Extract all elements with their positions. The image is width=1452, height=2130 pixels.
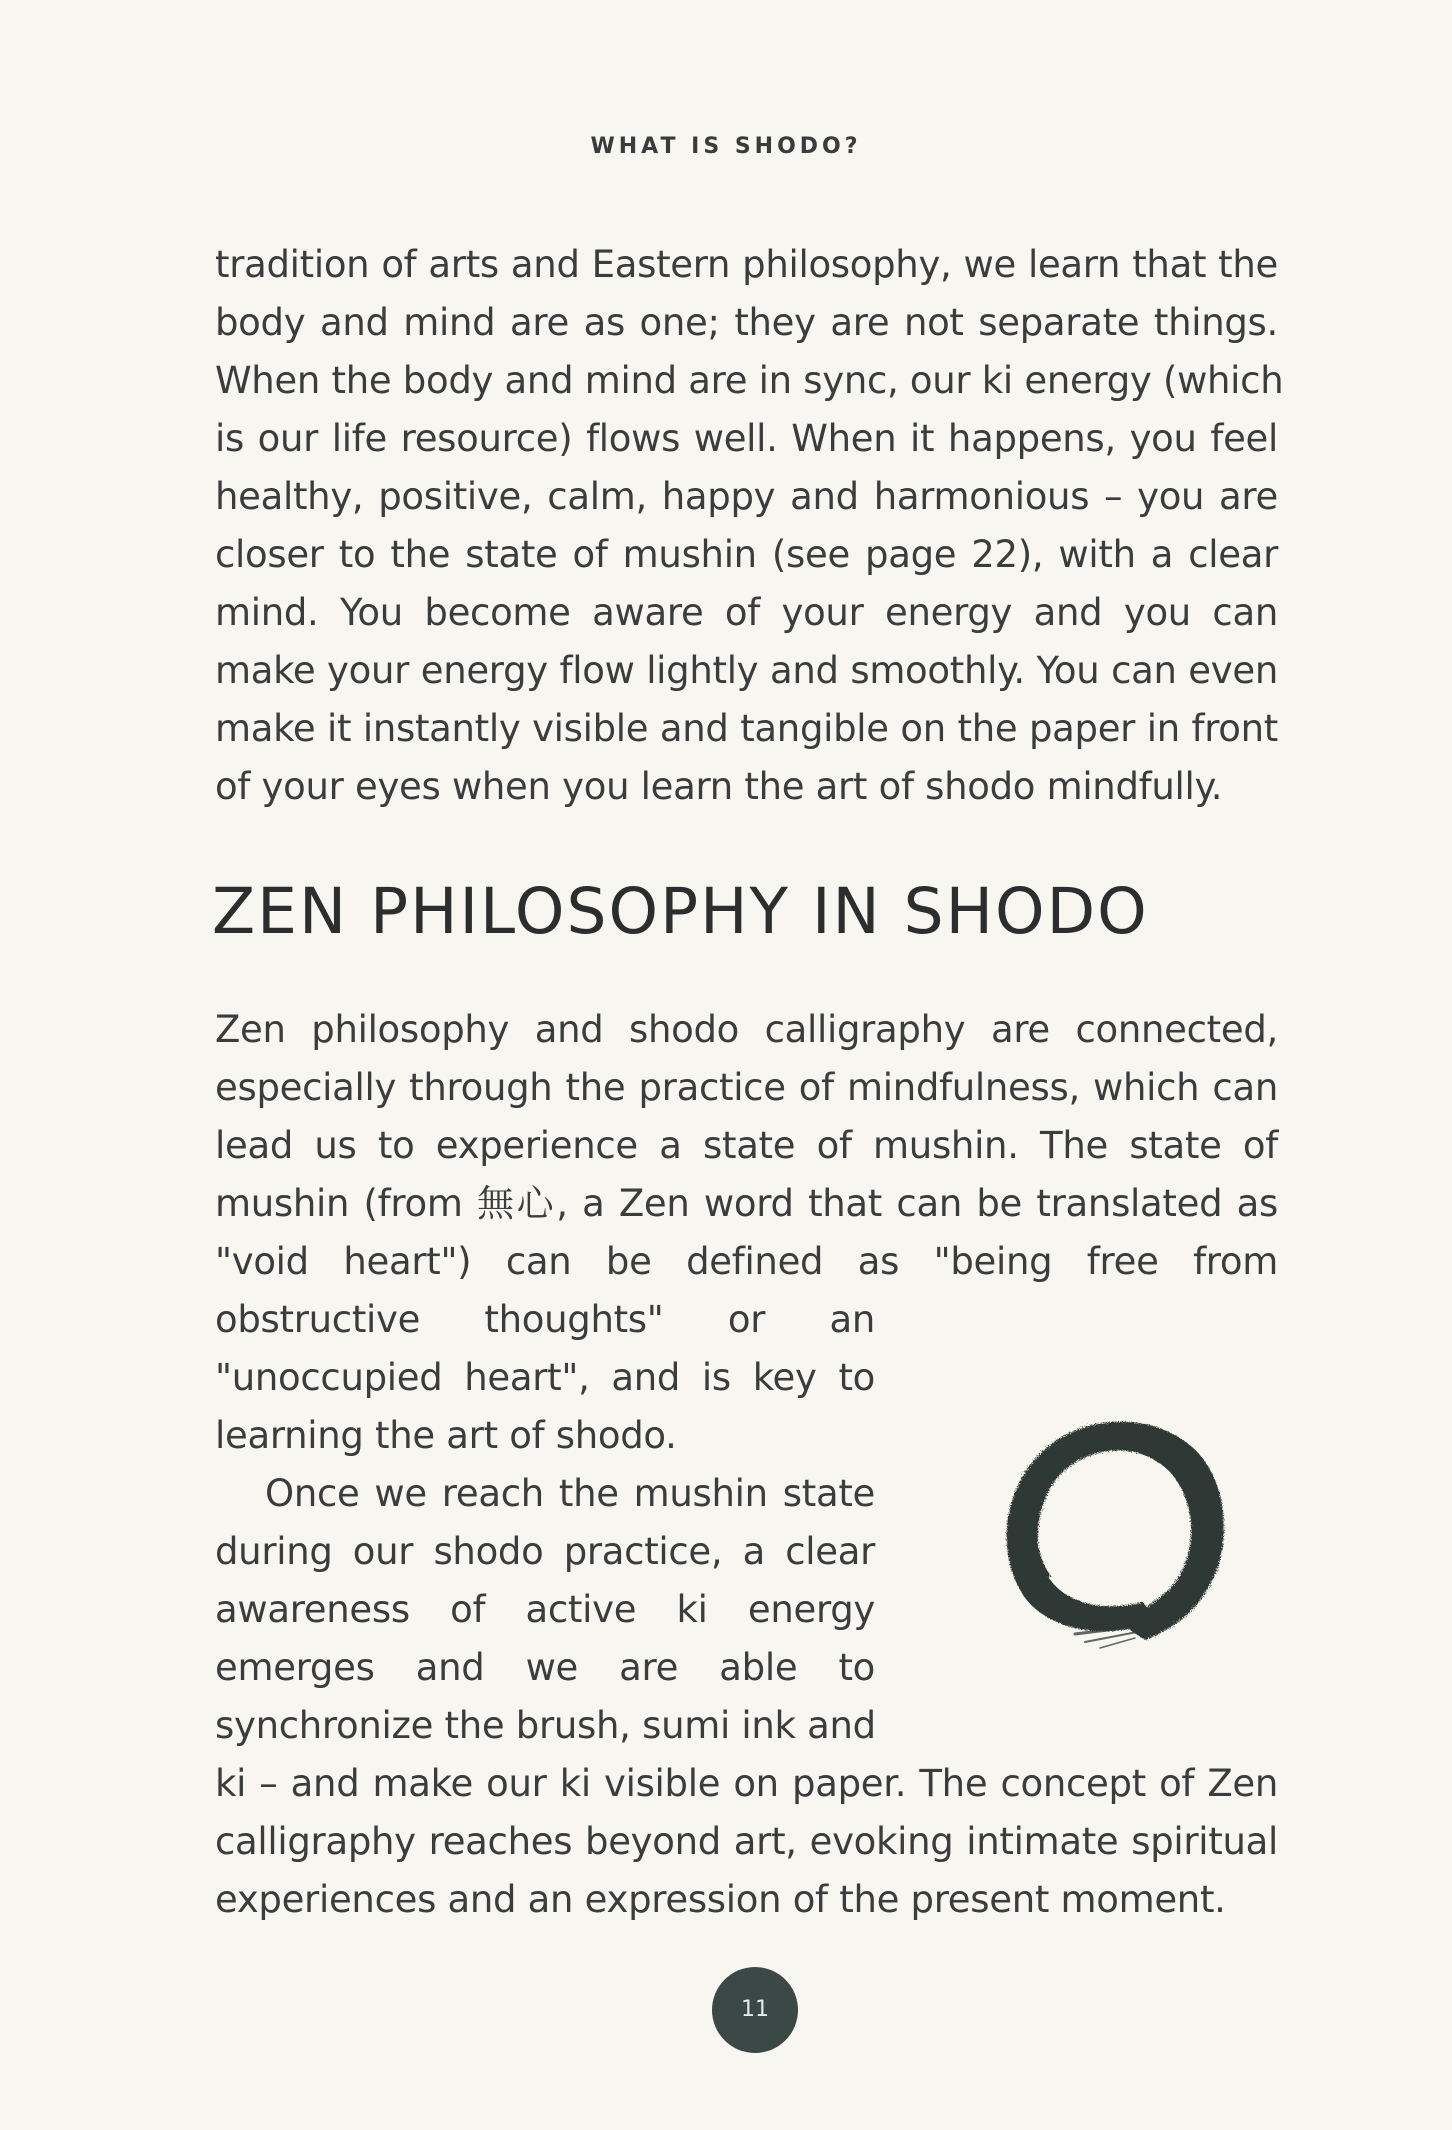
- paragraph-2-line: learning the art of shodo.: [215, 1414, 677, 1457]
- paragraph-2-line: "unoccupied heart", and is key to: [215, 1356, 875, 1399]
- paragraph-3-line: Once we reach the mushin state: [265, 1472, 875, 1515]
- paragraph-3-line: emerges and we are able to: [215, 1646, 875, 1689]
- paragraph-1-line: When the body and mind are in sync, our ki energy (which: [215, 359, 1284, 402]
- page-number-badge: 11: [712, 1967, 798, 2053]
- paragraph-1-line: make your energy flow lightly and smoothly. You can even: [215, 649, 1278, 692]
- paragraph-1-line: mind. You become aware of your energy and you can: [215, 591, 1278, 634]
- section-heading: ZEN PHILOSOPHY IN SHODO: [212, 875, 1149, 948]
- paragraph-1-line: of your eyes when you learn the art of shodo mindfully.: [215, 765, 1223, 808]
- paragraph-3-line: during our shodo practice, a clear: [215, 1530, 875, 1573]
- paragraph-2-line: lead us to experience a state of mushin. The state of: [215, 1124, 1278, 1167]
- paragraph-1-line: body and mind are as one; they are not separate things.: [215, 301, 1278, 344]
- enso-circle-illustration: [925, 1350, 1295, 1720]
- running-head: WHAT IS SHODO?: [590, 134, 862, 159]
- paragraph-1-line: closer to the state of mushin (see page 22), with a clear: [215, 533, 1278, 576]
- paragraph-3-line: experiences and an expression of the present moment.: [215, 1878, 1226, 1921]
- paragraph-1-line: is our life resource) flows well. When it happens, you feel: [215, 417, 1278, 460]
- paragraph-1-line: healthy, positive, calm, happy and harmonious – you are: [215, 475, 1278, 518]
- paragraph-1-line: make it instantly visible and tangible on the paper in front: [215, 707, 1278, 750]
- paragraph-3-line: synchronize the brush, sumi ink and: [215, 1704, 876, 1747]
- paragraph-2-line: obstructive thoughts" or an: [215, 1298, 875, 1341]
- paragraph-2-line: Zen philosophy and shodo calligraphy are connected,: [215, 1008, 1278, 1051]
- paragraph-2-line: especially through the practice of mindfulness, which can: [215, 1066, 1278, 1109]
- paragraph-3-line: awareness of active ki energy: [215, 1588, 875, 1631]
- paragraph-2-line: "void heart") can be defined as "being free from: [215, 1240, 1278, 1283]
- paragraph-1-line: tradition of arts and Eastern philosophy, we learn that the: [215, 243, 1278, 286]
- paragraph-3-line: calligraphy reaches beyond art, evoking intimate spiritual: [215, 1820, 1278, 1863]
- paragraph-3-line: ki – and make our ki visible on paper. The concept of Zen: [215, 1762, 1278, 1805]
- paragraph-2-line: mushin (from 無心, a Zen word that can be translated as: [215, 1182, 1278, 1225]
